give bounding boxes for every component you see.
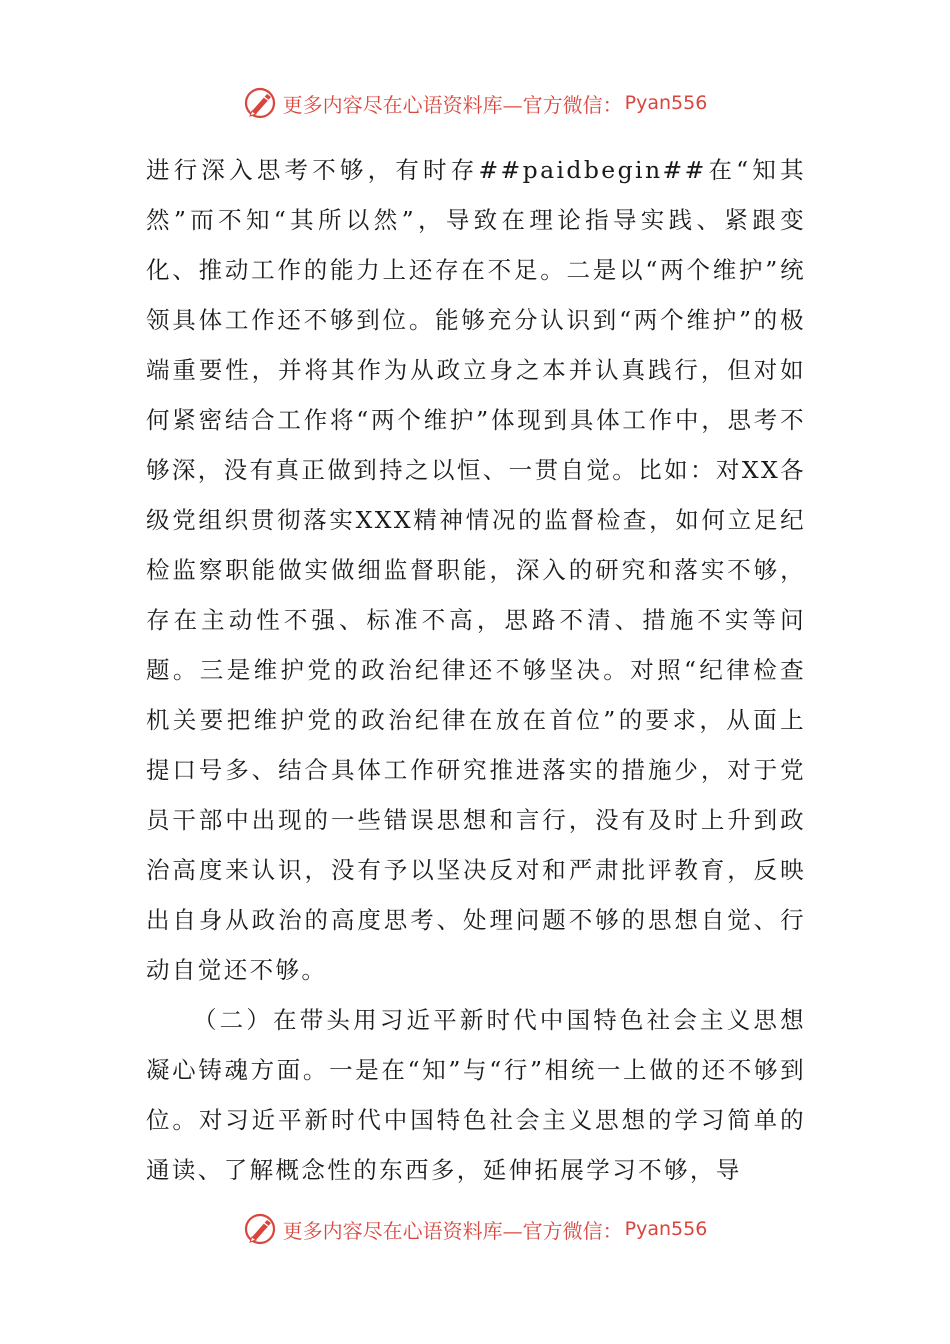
header-banner-wechat: Pyan556 [624,92,708,114]
body-paragraph-1: 进行深入思考不够，有时存##paidbegin##在“知其然”而不知“其所以然”，导致在理论指导实践、紧跟变化、推动工作的能力上还存在不足。二是以“两个维护”统领具体工作还不够到位。能够充分认识到“两个维护”的极端重要性，并将其作为从政立身之本并认真践行，但对如何紧密结合工作将“两个维护”体现到具体工作中，思考不够深，没有真正做到持之以恒、一贯自觉。比如：对XX各级党组织贯彻落实XXX精神情况的监督检查，如何立足纪检监察职能做实做细监督职能，深入的研究和落实不够，存在主动性不强、标准不高，思路不清、措施不实等问题。三是维护党的政治纪律还不够坚决。对照“纪律检查机关要把维护党的政治纪律在放在首位”的要求，从面上提口号多、结合具体工作研究推进落实的措施少，对于党员干部中出现的一些错误思想和言行，没有及时上升到政治高度来认识，没有予以坚决反对和严肃批评教育，反映出自身从政治的高度思考、处理问题不够的思想自觉、行动自觉还不够。 [146,156,806,984]
header-banner-text: 更多内容尽在心语资料库—官方微信： [282,92,623,117]
footer-banner-text: 更多内容尽在心语资料库—官方微信： [282,1218,623,1243]
footer-banner [0,1209,950,1249]
body-paragraph-2: （二）在带头用习近平新时代中国特色社会主义思想凝心铸魂方面。一是在“知”与“行”相统一上做的还不够到位。对习近平新时代中国特色社会主义思想的学习简单的通读、了解概念性的东西多，延伸拓展学习不够，导 [146,1006,806,1184]
document-body [146,145,806,1195]
footer-banner-wechat: Pyan556 [624,1218,708,1240]
pen-logo-icon [243,85,279,121]
header-banner [0,83,950,123]
pen-logo-icon [243,1211,279,1247]
